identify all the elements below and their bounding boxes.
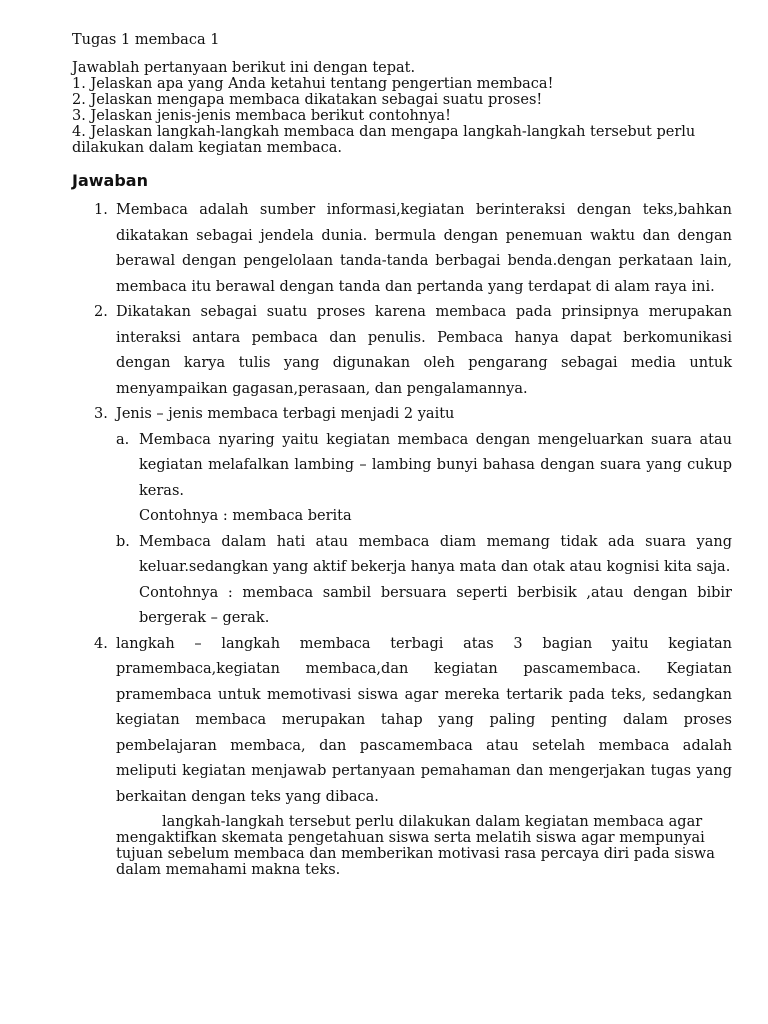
- answer-text: Dikatakan sebagai suatu proses karena membaca pada prinsipnya merupakan interaksi antara pembaca dan penulis. Pembaca hanya dapat berkomunikasi dengan karya tulis yang digunakan oleh pengarang sebagai media untuk menyampaikan gagasan,perasaan, dan pengalamannya.: [116, 304, 732, 397]
- reading-types-list: [116, 428, 732, 632]
- answer-text: Membaca adalah sumber informasi,kegiatan berinteraksi dengan teks,bahkan dikatakan sebagai jendela dunia. bermula dengan penemuan waktu dan dengan berawal dengan pengelolaan tanda-tanda berbagai benda.dengan perkataan lain, membaca itu berawal dengan tanda dan pertanda yang terdapat di alam raya ini.: [116, 202, 732, 295]
- answer-item-3: [94, 402, 732, 632]
- question-4: 4. Jelaskan langkah-langkah membaca dan mengapa langkah-langkah tersebut perlu dilakukan dalam kegiatan membaca.: [72, 124, 696, 156]
- answers-heading: Jawaban: [72, 171, 148, 190]
- answer-item-2: [94, 300, 732, 402]
- answer-number: 1.: [94, 202, 108, 218]
- answers-list: [72, 198, 732, 810]
- answer-number: 4.: [94, 635, 108, 652]
- question-3: 3. Jelaskan jenis-jenis membaca berikut contohnya!: [72, 108, 451, 124]
- answer-number: 2.: [94, 304, 108, 320]
- instruction-line: Jawablah pertanyaan berikut ini dengan tepat.: [72, 60, 416, 76]
- reading-type-text: Membaca dalam hati atau membaca diam memang tidak ada suara yang keluar.sedangkan yang aktif bekerja hanya mata dan otak atau kognisi kita saja.: [139, 533, 732, 575]
- reading-type-example: Contohnya : membaca berita: [139, 508, 352, 524]
- sub-letter: b.: [116, 533, 130, 550]
- question-2: 2. Jelaskan mengapa membaca dikatakan sebagai suatu proses!: [72, 92, 543, 108]
- answer-item-4: [94, 632, 732, 811]
- answer-item-1: [94, 198, 732, 300]
- question-1: 1. Jelaskan apa yang Anda ketahui tentang pengertian membaca!: [72, 76, 554, 92]
- reading-type-b: [116, 530, 732, 632]
- answer-text: Jenis – jenis membaca terbagi menjadi 2 yaitu: [116, 406, 455, 422]
- question-block: [72, 60, 732, 156]
- reading-type-a: [116, 428, 732, 530]
- answer-text: langkah – langkah membaca terbagi atas 3 bagian yaitu kegiatan pramembaca,kegiatan membaca,dan kegiatan pascamembaca. Kegiatan pramembaca untuk memotivasi siswa agar mereka tertarik pada teks, sedangkan kegiatan membaca merupakan tahap yang paling penting dalam proses pembelajaran membaca, dan pascamembaca atau setelah membaca adalah meliputi kegiatan menjawab pertanyaan pemahaman dan mengerjakan tugas yang berkaitan dengan teks yang dibaca.: [116, 635, 732, 805]
- answer-number: 3.: [94, 406, 108, 422]
- closing-paragraph: langkah-langkah tersebut perlu dilakukan dalam kegiatan membaca agar mengaktifkan skemata pengetahuan siswa serta melatih siswa agar mempunyai tujuan sebelum membaca dan memberikan motivasi rasa percaya diri pada siswa dalam memahami makna teks.: [116, 814, 715, 878]
- reading-type-text: Membaca nyaring yaitu kegiatan membaca dengan mengeluarkan suara atau kegiatan melafalkan lambing – lambing bunyi bahasa dengan suara yang cukup keras.: [139, 431, 732, 499]
- document-title: Tugas 1 membaca 1: [72, 32, 220, 48]
- sub-letter: a.: [116, 431, 130, 448]
- reading-type-example: Contohnya : membaca sambil bersuara seperti berbisik ,atau dengan bibir bergerak – gerak.: [139, 584, 732, 626]
